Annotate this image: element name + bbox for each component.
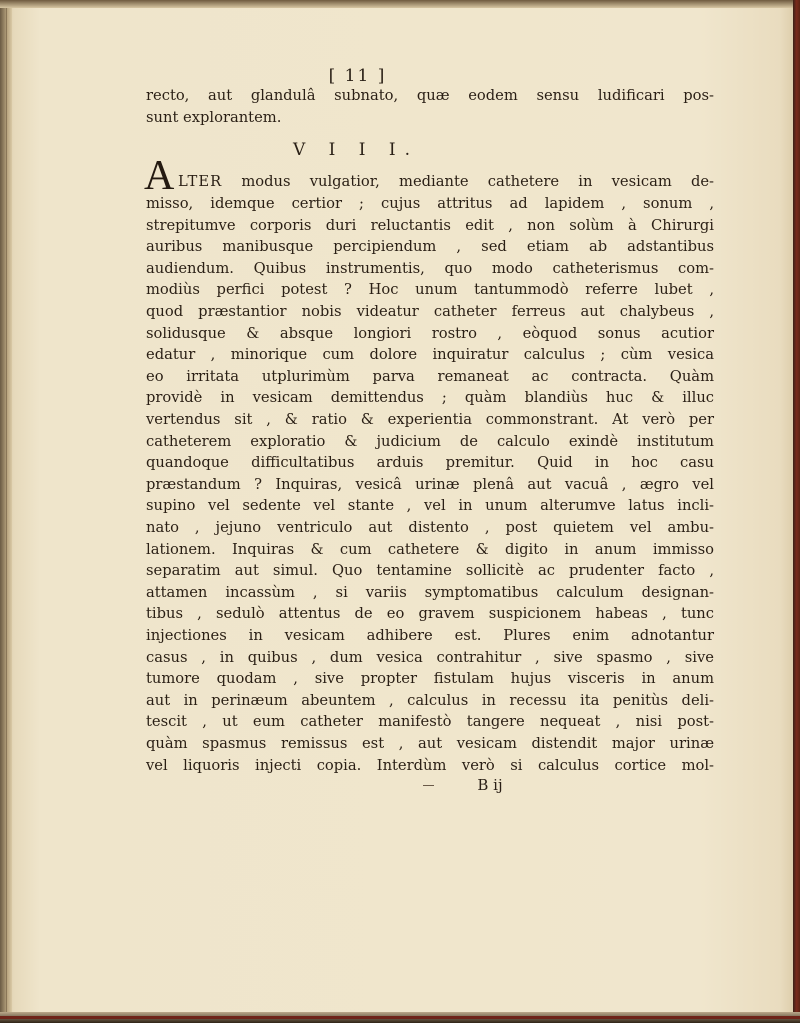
text-line: separatim aut simul. Quo tentamine sollicitè ac prudenter facto , [146, 562, 714, 580]
text-line: solidusque & absque longiori rostro , eòquod sonus acutior [146, 324, 714, 342]
section-heading: V I I I. [292, 140, 420, 160]
top-edge [0, 0, 800, 8]
text-line: recto, aut glandulâ subnato, quæ eodem sensu ludificari pos- [146, 87, 714, 104]
text-line: eo irritata utplurimùm parva remaneat ac contracta. Quàm [146, 367, 714, 385]
right-page-edge [793, 0, 800, 1023]
text-line: tumore quodam , sive propter fistulam hujus visceris in anum [146, 670, 714, 688]
text-line: supino vel sedente vel stante , vel in unum alterumve latus incli- [146, 497, 714, 515]
text-line: auribus manibusque percipiendum , sed etiam ab adstantibus [146, 238, 714, 256]
text-line: strepitumve corporis duri reluctantis edit , non solùm à Chirurgi [146, 216, 714, 234]
text-line: tescit , ut eum catheter manifestò tangere nequeat , nisi post- [146, 713, 714, 731]
text-line: providè in vesicam demittendus ; quàm blandiùs huc & illuc [146, 389, 714, 407]
text-line: casus , in quibus , dum vesica contrahitur , sive spasmo , sive [146, 648, 714, 666]
text-line: vel liquoris injecti copia. Interdùm verò si calculus cortice mol- [146, 756, 714, 774]
text-line: nato , jejuno ventriculo aut distento , post quietem vel ambu- [146, 519, 714, 536]
signature-mark: B ij [477, 776, 503, 794]
text-line: sunt explorantem. [146, 109, 282, 126]
text-line: aut in perinæum abeuntem , calculus in recessu ita penitùs deli- [146, 691, 714, 709]
text-line: quandoque difficultatibus arduis premitur. Quid in hoc casu [146, 454, 714, 472]
first-line-rest: modus vulgatior, mediante cathetere in vesicam de- [241, 173, 715, 190]
text-line: præstandum ? Inquiras, vesicâ urinæ plenâ aut vacuâ , ægro vel [146, 475, 714, 493]
page-number: [ 11 ] [328, 66, 387, 86]
text-line: tibus , sedulò attentus de eo gravem suspicionem habeas , tunc [146, 605, 714, 623]
text-line: audiendum. Quibus instrumentis, quo modo catheterismus com- [146, 259, 714, 277]
text-line: vertendus sit , & ratio & experientia commonstrant. At verò per [146, 411, 714, 428]
text-line: quàm spasmus remissus est , aut vesicam distendit major urinæ [146, 735, 714, 752]
text-line: misso, idemque certior ; cujus attritus ad lapidem , sonum , [146, 195, 714, 212]
drop-cap: A [144, 153, 175, 199]
text-line: catheterem exploratio & judicium de calculo exindè institutum [146, 432, 714, 450]
text-line: modiùs perfici potest ? Hoc unum tantummodò referre lubet , [146, 281, 714, 299]
text-line: injectiones in vesicam adhibere est. Plures enim adnotantur [146, 627, 714, 644]
first-line-text [178, 172, 714, 192]
gutter-line [6, 0, 7, 1023]
first-word-small-caps: LTER [178, 173, 223, 190]
text-line: edatur , minorique cum dolore inquiratur calculus ; cùm vesica [146, 346, 714, 364]
bottom-binding-band [0, 1016, 800, 1019]
text-line: attamen incassùm , si variis symptomatibus calculum designan- [146, 583, 714, 601]
text-line: lationem. Inquiras & cum cathetere & digito in anum immisso [146, 540, 714, 558]
signature-dash [423, 785, 434, 786]
text-line: quod præstantior nobis videatur catheter ferreus aut chalybeus , [146, 303, 714, 320]
